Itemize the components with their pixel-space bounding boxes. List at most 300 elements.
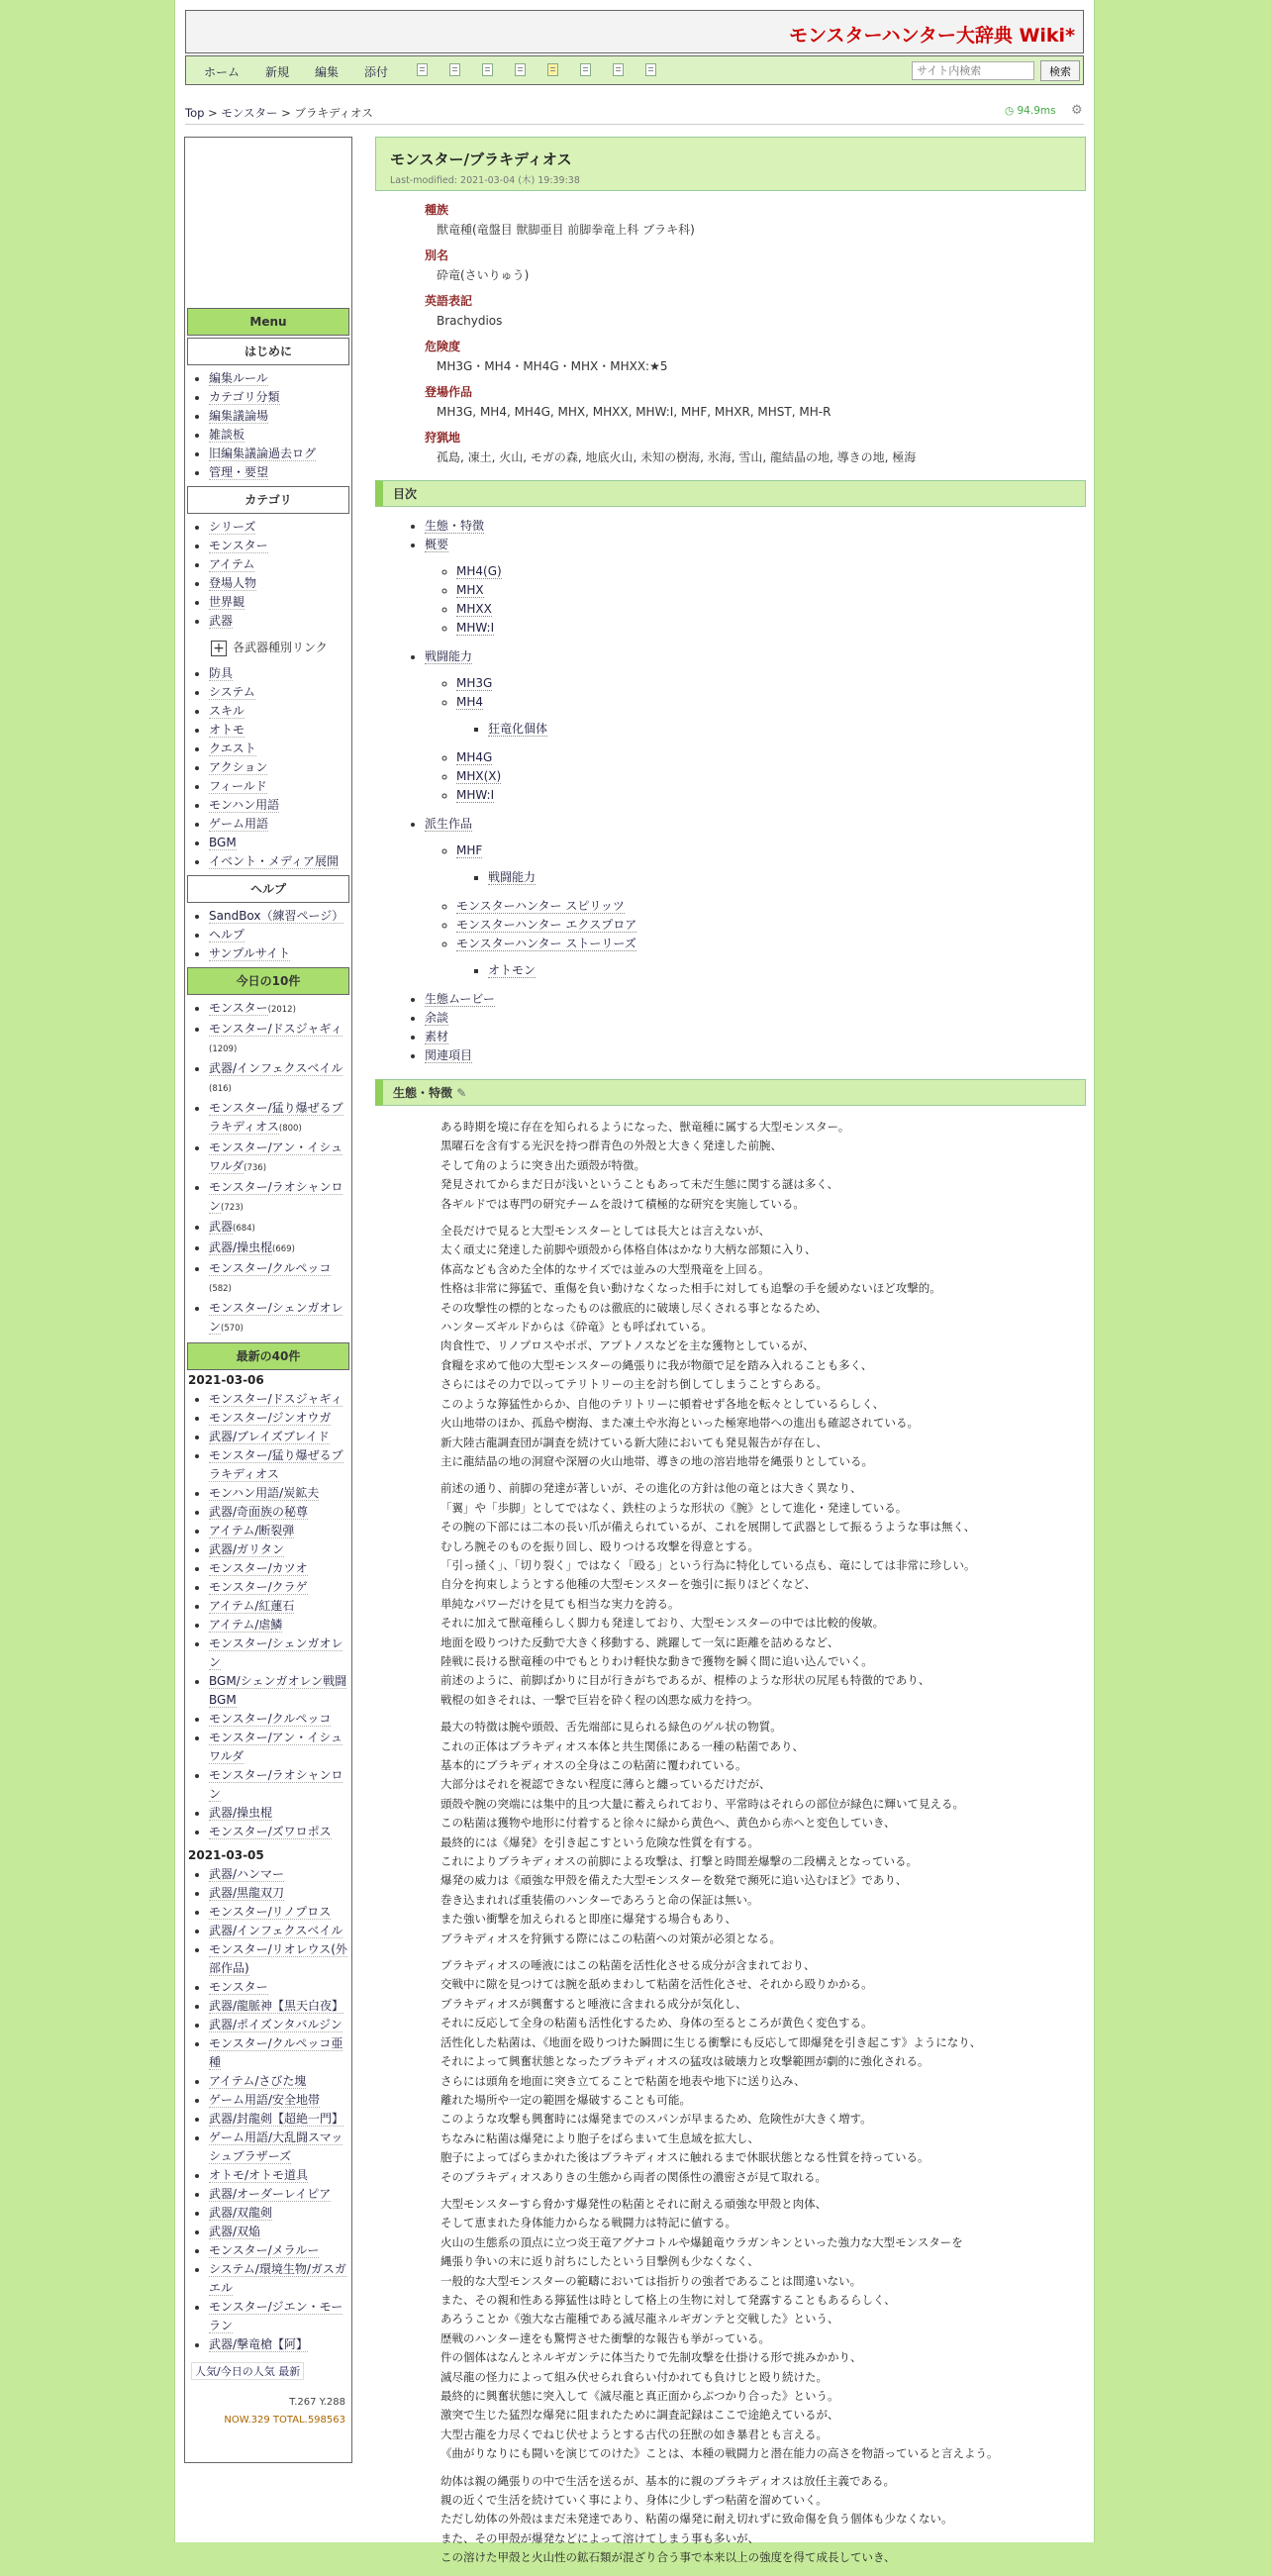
text-line: ハンターズギルドからは《砕竜》とも呼ばれている。: [440, 1320, 713, 1335]
list-item: [209, 1428, 351, 1446]
page-title: モンスター/ブラキディオス: [390, 150, 572, 168]
divider: [185, 124, 1084, 125]
list-item: [209, 2241, 351, 2260]
info-value: 砕竜(さいりゅう): [437, 268, 530, 282]
section-heading: 生態・特徴 ✎: [375, 1079, 1086, 1106]
sidebar-link[interactable]: モンスター/クルペッコ亜種: [209, 2035, 343, 2069]
info-value: MH3G, MH4, MH4G, MHX, MHXX, MHW:I, MHF, MHXR, MHST, MH-R: [437, 405, 831, 419]
list-item: [209, 407, 351, 426]
text-line: 激突で生じた猛烈な爆発に阻まれたために調査記録はここで途絶えているが、: [440, 2408, 839, 2423]
sidebar-link[interactable]: 武器/操虫棍: [209, 1239, 273, 1254]
sidebar-link[interactable]: シリーズ: [209, 520, 256, 534]
text-line: 《曲がりなりにも闘いを演じてのけた》ことは、本種の戦闘力と潜在能力の高さを物語っていると言えよう。: [440, 2446, 999, 2461]
search-button[interactable]: 検索: [1040, 60, 1080, 81]
table-of-contents: [425, 517, 1086, 1065]
text-line: 主に龍結晶の地の洞窟や深層の火山地帯、導きの地の溶岩地帯を縄張りとしている。: [440, 1453, 873, 1468]
list-item: [209, 1635, 351, 1672]
sidebar-link[interactable]: 雑談板: [209, 428, 245, 442]
site-header: [185, 10, 1084, 53]
list-item: [209, 2335, 351, 2354]
plus-icon[interactable]: +: [211, 641, 227, 656]
sidebar-link[interactable]: 登場人物: [209, 576, 257, 590]
list-item: [209, 815, 351, 834]
sidebar-link[interactable]: カテゴリ分類: [209, 390, 280, 404]
nav-home[interactable]: ホーム: [204, 65, 241, 79]
toc-sublink[interactable]: MH3G: [456, 676, 493, 690]
toc-sublink[interactable]: MH4(G): [456, 564, 502, 578]
text-line: ただし幼体の外殻はまだ未発達であり、粘菌の爆発に耐え切れずに致命傷を負う個体も少なくない。: [440, 2512, 953, 2526]
sidebar-link[interactable]: 武器/ブレイズブレイド: [209, 1429, 330, 1443]
list-item: [209, 1597, 351, 1616]
info-value: MH3G・MH4・MH4G・MHX・MHXX:★5: [437, 359, 668, 373]
sidebar-list-latest-day1: [185, 1390, 351, 1841]
list-item: [209, 2091, 351, 2110]
text-line: これの正体はブラキディオス本体と共生関係にある一種の粘菌であり、: [440, 1738, 804, 1753]
text-line: そして角のように突き出た頭殻が特徴。: [440, 1157, 645, 1172]
nav-attach[interactable]: 添付: [364, 65, 389, 79]
toc-link[interactable]: 派生作品: [425, 817, 473, 831]
list-item: [209, 1997, 351, 2016]
text-line: 全長だけで見ると大型モンスターとしては長大とは言えないが、: [440, 1224, 771, 1238]
text-line: 火山の生態系の頂点に立つ炎王竜アグナコトルや爆鎚竜ウラガンキンといった強力な大型モンスターを: [440, 2234, 963, 2249]
toc-sublink[interactable]: モンスターハンター エクスプロア: [456, 918, 637, 932]
sidebar-link[interactable]: ゲーム用語/安全地帯: [209, 2092, 321, 2107]
list-item: [209, 1390, 351, 1409]
list-item: [209, 796, 351, 815]
list-item: [209, 1059, 351, 1099]
list-item: [209, 1766, 351, 1804]
sidebar-link[interactable]: モンハン用語/炭鉱夫: [209, 1485, 320, 1500]
list-item: [209, 1940, 351, 1978]
sidebar-link[interactable]: モンスター: [209, 539, 268, 552]
sidebar-link[interactable]: 武器/封龍剣【超絶一門】: [209, 2111, 344, 2126]
toc-sublink[interactable]: モンスターハンター ストーリーズ: [456, 937, 636, 950]
render-time: ◷ 94.9ms: [1005, 105, 1056, 117]
sidebar-link[interactable]: モンハン用語: [209, 797, 280, 812]
toc-link[interactable]: 戦闘能力: [425, 649, 473, 663]
view-count: (570): [221, 1323, 244, 1334]
text-line: 最大の特徴は腕や頭殻、舌先端部に見られる緑色のゲル状の物質。: [440, 1720, 782, 1734]
toc-sublink[interactable]: MH4G: [456, 750, 493, 764]
text-line: 縄張り争いの末に返り討ちにしたという目撃例も少なくなく、: [440, 2254, 759, 2269]
sidebar-link[interactable]: モンスター/ズワロポス: [209, 1824, 332, 1838]
list-item: [209, 1218, 351, 1238]
text-line: ある時期を境に存在を知られるようになった、獣竜種に属する大型モンスター。: [440, 1120, 850, 1134]
sidebar-link[interactable]: モンスター/ジエン・モーラン: [209, 2299, 343, 2332]
sidebar-link[interactable]: BGM/シェンガオレン戦闘BGM: [209, 1673, 347, 1707]
list-item: [209, 2129, 351, 2166]
sidebar-link[interactable]: アイテム/虐鱗: [209, 1617, 283, 1632]
popular-link[interactable]: 人気/今日の人気: [195, 2364, 275, 2378]
sidebar-link[interactable]: アイテム/紅蓮石: [209, 1598, 295, 1613]
sidebar-link[interactable]: ヘルプ: [209, 927, 245, 941]
text-line: 滅尽龍の怪力によって組み伏せられ食らい付かれても負けじと殴り続けた。: [440, 2369, 828, 2384]
text-line: さらには頭角を地面に突き立てることで粘菌を地表や地下に送り込み、: [440, 2073, 806, 2088]
sidebar-link[interactable]: クエスト: [209, 741, 256, 755]
text-line: 発見されてからまだ日が浅いということもあって未だ生態に関する謎は多く、: [440, 1177, 839, 1192]
list-item: [209, 702, 351, 721]
sidebar-link[interactable]: アクション: [209, 759, 268, 774]
toc-sublink[interactable]: MHF: [456, 843, 483, 857]
toc-sublink[interactable]: MHW:I: [456, 788, 495, 802]
sidebar-link[interactable]: モンスター/ドスジャギィ: [209, 1391, 342, 1406]
text-line: この粘菌は獲物や地形に付着すると徐々に緑から黄色へ、黄色から赤へと変色していき、: [440, 1816, 896, 1831]
sidebar-link[interactable]: アイテム/さびた塊: [209, 2073, 307, 2088]
sidebar-link[interactable]: 編集ルール: [209, 371, 268, 385]
sidebar-link[interactable]: 武器/ポイズンタバルジン: [209, 2017, 342, 2031]
text-line: 一般的な大型モンスターの範疇においては指折りの強者であることは間違いない。: [440, 2273, 862, 2288]
sidebar-link[interactable]: モンスター: [209, 1979, 268, 1994]
text-line: あろうことか《強大な古龍種である滅尽龍ネルギガンテと交戦した》という、: [440, 2312, 839, 2327]
list-item: [209, 1804, 351, 1823]
breadcrumb-top[interactable]: Top: [185, 106, 205, 120]
sidebar-link[interactable]: イベント・メディア展開: [209, 853, 340, 868]
list-item: [209, 388, 351, 407]
last-modified: Last-modified: 2021-03-04 (木) 19:39:38: [390, 175, 580, 186]
text-line: 爆発の威力は《頑強な甲殻を備えた大型モンスターを数発で瀕死に追い込むほど》であり、: [440, 1873, 908, 1888]
nav-new[interactable]: 新規: [265, 65, 290, 79]
list-item: [209, 1178, 351, 1218]
sidebar-link[interactable]: 武器/ガリタン: [209, 1541, 285, 1556]
view-count: (800): [278, 1123, 302, 1134]
list-item: [209, 852, 351, 871]
sidebar-link[interactable]: 旧編集議論過去ログ: [209, 446, 317, 460]
edit-pencil-icon[interactable]: ✎: [456, 1086, 467, 1100]
list-item: [209, 1522, 351, 1540]
sidebar-link[interactable]: BGM: [209, 835, 237, 849]
view-count: (723): [221, 1202, 244, 1213]
text-line: 前述の通り、前脚の発達が著しいが、その進化の方針は他の竜とは大きく異なり、: [440, 1481, 862, 1496]
toc-sublink[interactable]: MHW:I: [456, 621, 495, 635]
view-count: (2012): [267, 1004, 296, 1015]
monster-info-list: [375, 201, 1086, 468]
diff-icon[interactable]: [482, 63, 493, 76]
toc-link[interactable]: 余談: [425, 1011, 449, 1025]
list-item: [209, 683, 351, 702]
paragraph: [440, 2195, 1086, 2464]
popular-links: [191, 2362, 304, 2380]
clock-icon: ◷: [1005, 105, 1018, 117]
list-item: [209, 664, 351, 683]
text-line: この溶けた甲殻と火山性の鉱石類が混ざり合う事で本来以上の強度を得て成長していき、: [440, 2550, 896, 2565]
list-item: [209, 2260, 351, 2298]
list-item: [209, 1978, 351, 1997]
toc-sublink[interactable]: MHX: [456, 583, 484, 597]
sidebar-link[interactable]: モンスター/ラオシャンロン: [209, 1179, 343, 1213]
text-line: ブラキディオスの唾液にはこの粘菌を活性化させる成分が含まれており、: [440, 1958, 816, 1973]
sidebar-list-category: [185, 518, 351, 631]
sidebar-link[interactable]: 管理・要望: [209, 465, 269, 479]
text-line: 地面を殴りつけた反動で大きく移動する、跳躍して一気に距離を詰めるなど、: [440, 1635, 839, 1649]
nav-edit[interactable]: 編集: [315, 65, 340, 79]
sidebar-link[interactable]: 武器/双焔: [209, 2224, 261, 2238]
list-item: [209, 369, 351, 388]
sidebar-link[interactable]: SandBox（練習ページ）: [209, 908, 344, 923]
paragraph: [440, 2472, 1086, 2568]
list-item: [209, 740, 351, 758]
toc-link[interactable]: 生態ムービー: [425, 992, 495, 1006]
list-item: [209, 1903, 351, 1922]
list-item: [209, 1139, 351, 1178]
site-title[interactable]: モンスターハンター大辞典 Wiki*: [789, 25, 1075, 47]
toc-heading: 目次: [375, 480, 1086, 507]
sidebar-link[interactable]: 武器/双龍剣: [209, 2205, 273, 2220]
text-line: 単純なパワーだけを見ても相当な実力を誇る。: [440, 1596, 680, 1611]
edit-page-icon[interactable]: [449, 63, 460, 76]
text-line: 陸戦に長ける獣竜種の中でもとりわけ軽快な動きで獲物を瞬く間に追い込んでいく。: [440, 1653, 873, 1668]
list-item: [456, 562, 1086, 581]
text-line: 性格は非常に獰猛で、重傷を負い動けなくなった相手に対しても追撃の手を緩めないほど攻撃的。: [440, 1281, 941, 1296]
text-line: 最終的に興奮状態に突入して《滅尽龍と真正面からぶつかり合った》という。: [440, 2389, 839, 2403]
list-item: [209, 2072, 351, 2091]
text-line: 各ギルドでは専門の研究チームを設けて積極的な研究を実施している。: [440, 1196, 805, 1211]
text-line: それに反応して全身の粘菌も活性化するため、身体の至るところが黄色く変色する。: [440, 2016, 873, 2031]
text-line: それによって興奮状態となったブラキディオスの猛攻は破壊力と攻撃範囲が劇的に強化される。: [440, 2054, 929, 2069]
sidebar-link[interactable]: オトモ: [209, 722, 245, 737]
sidebar-list-category-more: [185, 664, 351, 871]
sidebar-link[interactable]: オトモ/オトモ道具: [209, 2167, 309, 2182]
list-item: [209, 1729, 351, 1766]
info-label: 種族: [425, 203, 449, 217]
text-line: このような攻撃も興奮時には爆発までのスパンが早まるため、危険性が大きく増す。: [440, 2112, 872, 2127]
text-line: 件の個体はなんとネルギガンテに体当たりで先制攻撃を仕掛ける形で挑みかかり、: [440, 2350, 862, 2365]
text-line: ちなみに粘菌は爆発により胞子をばらまいて生息域を拡大し、: [440, 2130, 759, 2145]
breadcrumb: [185, 105, 373, 121]
toc-sublink[interactable]: MHXX: [456, 602, 492, 616]
sidebar-link[interactable]: 編集議論場: [209, 409, 269, 423]
info-label: 登場作品: [425, 385, 473, 399]
list-item: [209, 1099, 351, 1139]
weapon-links-expander[interactable]: + 各武器種別リンク: [211, 639, 351, 656]
list-item: [209, 907, 351, 926]
sidebar-section-help: ヘルプ: [187, 875, 349, 903]
info-label: 別名: [425, 248, 449, 262]
list-item: [209, 1922, 351, 1940]
main-content: [375, 137, 1086, 2576]
info-value: 孤島, 凍土, 火山, モガの森, 地底火山, 未知の樹海, 氷海, 雪山, 龍結晶の地, 導きの地, 極海: [437, 450, 917, 464]
text-line: 基本的にブラキディオスの全身はこの粘菌に覆われている。: [440, 1758, 747, 1772]
text-line: 食糧を求めて他の大型モンスターの縄張りに我が物顔で足を踏み入れることも多く、: [440, 1357, 873, 1372]
text-line: むしろ腕そのものを振り回し、殴りつける攻撃を得意とする。: [440, 1538, 759, 1553]
sidebar-link[interactable]: 武器/インフェクスベイル: [209, 1060, 343, 1075]
text-line: 戦棍の如きそれは、一撃で巨岩を砕く程の凶悪な威力を持つ。: [440, 1692, 759, 1707]
new-page-icon[interactable]: [417, 63, 428, 76]
info-label: 英語表記: [425, 294, 473, 308]
sidebar-link[interactable]: モンスター/ジンオウガ: [209, 1410, 332, 1425]
sidebar-link[interactable]: モンスター/メラルー: [209, 2242, 320, 2257]
list-item: [209, 445, 351, 463]
text-line: 幼体は親の縄張りの中で生活を送るが、基本的に親のブラキディオスは放任主義である。: [440, 2473, 895, 2488]
backup-icon[interactable]: [515, 63, 526, 76]
toc-link[interactable]: 素材: [425, 1030, 449, 1043]
breadcrumb-separator: >: [277, 106, 295, 120]
list-item: [209, 1672, 351, 1710]
sidebar-link[interactable]: モンスター/アン・イシュワルダ: [209, 1730, 342, 1763]
list-item: [209, 1259, 351, 1299]
list-item: [209, 1559, 351, 1578]
list-item: [456, 619, 1086, 638]
text-line: 最終的には《爆発》を引き起こすという危険な性質を有する。: [440, 1834, 759, 1849]
sidebar-section-latest: 最新の40件: [187, 1342, 349, 1370]
sidebar-link[interactable]: 武器/操虫棍: [209, 1805, 273, 1820]
text-line: その腕の下部には二本の長い爪が備えられているが、これを展開して武器として振るうような事は無く、: [440, 1520, 976, 1535]
breadcrumb-parent[interactable]: モンスター: [221, 106, 278, 120]
list-item: [456, 600, 1086, 619]
text-line: 前述のように、前脚ばかりに目が行きがちであるが、棍棒のような形状の尻尾も特徴的であり、: [440, 1673, 930, 1688]
sidebar-link[interactable]: 武器/黒龍双刀: [209, 1885, 285, 1900]
sidebar-link[interactable]: モンスター: [209, 1000, 268, 1015]
sidebar-link[interactable]: モンスター/クルペッコ: [209, 1260, 332, 1275]
search-input[interactable]: [912, 61, 1034, 80]
freeze-icon[interactable]: [547, 63, 558, 76]
paragraph: [440, 1479, 1086, 1710]
toc-link[interactable]: 関連項目: [425, 1048, 473, 1062]
info-value: 獣竜種(竜盤目 獣脚亜目 前脚拳竜上科 ブラキ科): [437, 223, 695, 237]
text-line: それに加えて獣竜種らしく脚力も発達しており、大型モンスターの中では比較的俊敏。: [440, 1616, 885, 1631]
toc-sublink[interactable]: MHX(X): [456, 769, 502, 783]
text-line: 大部分はそれを視認できない程度に薄らと纏っているだけだが、: [440, 1777, 771, 1792]
list-item: [209, 1865, 351, 1884]
text-line: 親の近くで生活を続けていく事により、身体に少しずつ粘菌を溜めていく。: [440, 2493, 828, 2508]
paragraph: [440, 1956, 1086, 2187]
toc-link[interactable]: 生態・特徴: [425, 519, 485, 533]
list-item: [209, 2204, 351, 2223]
text-line: このような獰猛性からか、自他のテリトリーに頓着せず各地を転々としているらしく、: [440, 1396, 885, 1411]
help-icon[interactable]: [645, 63, 656, 76]
text-line: 自分を拘束しようとする他種の大型モンスターを強引に振りほどくなど、: [440, 1577, 817, 1592]
list-item: [209, 721, 351, 740]
sidebar-link[interactable]: システム/環境生物/ガスガエル: [209, 2261, 346, 2295]
toc-sublink[interactable]: 戦闘能力: [488, 870, 537, 884]
list-item: [456, 581, 1086, 600]
sidebar-section-intro: はじめに: [187, 338, 349, 365]
info-label: 危険度: [425, 340, 461, 353]
sidebar-link[interactable]: 世界観: [209, 595, 245, 609]
text-line: 新大陸古龍調査団が調査を続けている新大陸においても発見報告が存在し、: [440, 1435, 828, 1449]
sidebar-section-category: カテゴリ: [187, 486, 349, 514]
list-item: [209, 1710, 351, 1729]
text-line: また、その親和性ある獰猛性は時として格上の生物に対して発露することもあるらしく、: [440, 2292, 896, 2307]
sidebar-link[interactable]: サンプルサイト: [209, 945, 291, 960]
list-item: [209, 537, 351, 555]
text-line: 活性化した粘菌は、《地面を殴りつけた瞬間に生じる衝撃にも反応して即爆発を引き起こす》ようになり、: [440, 2034, 982, 2049]
sidebar-link[interactable]: モンスター/ラオシャンロン: [209, 1767, 343, 1801]
text-line: 交戦中に隙を見つけては腕を舐めまわして粘菌を活性化させ、それから殴りかかる。: [440, 1977, 873, 1992]
sidebar-link[interactable]: 武器: [209, 1219, 234, 1234]
text-line: そのブラキディオスありきの生態から両者の関係性の濃密さが見て取れる。: [440, 2169, 827, 2184]
sidebar-link[interactable]: アイテム/断裂弾: [209, 1523, 295, 1537]
sidebar-link[interactable]: ゲーム用語/大乱闘スマッシュブラザーズ: [209, 2130, 343, 2163]
sidebar: [184, 137, 352, 2463]
counter-total: NOW.329 TOTAL.598563: [224, 2414, 345, 2426]
toc-sublink[interactable]: オトモン: [488, 963, 537, 977]
text-line: 歴戦のハンター達をも驚愕させた衝撃的な報告も挙がっている。: [440, 2330, 771, 2345]
sidebar-link[interactable]: モンスター/ドスジャギィ: [209, 1021, 342, 1036]
toc-sublink[interactable]: モンスターハンター スピリッツ: [456, 899, 625, 913]
top-navbar: [185, 55, 1084, 85]
sidebar-link[interactable]: 防具: [209, 665, 234, 680]
sidebar-link[interactable]: 武器/ハンマー: [209, 1866, 285, 1881]
list-item: [209, 463, 351, 482]
gear-icon[interactable]: ⚙: [1071, 103, 1083, 118]
sidebar-list-intro: [185, 369, 351, 482]
list-item: [209, 2298, 351, 2335]
text-line: また、その甲殻が爆発などによって溶けてしまう事も多いが、: [440, 2530, 759, 2545]
text-line: 「引っ掻く」、「切り裂く」ではなく「殴る」という行為に特化している点も、竜にしては非常に珍しい。: [440, 1557, 976, 1572]
sidebar-link[interactable]: アイテム: [209, 557, 255, 571]
sidebar-link[interactable]: 武器/インフェクスベイル: [209, 1923, 343, 1937]
sidebar-link[interactable]: モンスター/シェンガオレン: [209, 1300, 343, 1334]
sidebar-link[interactable]: モンスター/クラゲ: [209, 1579, 308, 1594]
list-item: [209, 999, 351, 1020]
copy-icon[interactable]: [580, 63, 591, 76]
view-count: (582): [209, 1283, 232, 1294]
sidebar-menu-title: Menu: [187, 308, 349, 336]
sidebar-link[interactable]: モンスター/アン・イシュワルダ: [209, 1139, 342, 1173]
date-label: 2021-03-05: [188, 1847, 264, 1862]
sidebar-link[interactable]: モンスター/カツオ: [209, 1560, 308, 1575]
sidebar-link[interactable]: システム: [209, 684, 255, 699]
list-item: [209, 1238, 351, 1259]
text-line: 火山地帯のほか、孤島や樹海、また凍土や氷海といった極寒地帯への進出も確認されている。: [440, 1416, 919, 1431]
list-item: [209, 2034, 351, 2072]
text-line: 巻き込まれれば重装備のハンターであろうと命の保証は無い。: [440, 1892, 759, 1907]
text-line: 離れた場所や一定の範囲を爆破することも可能。: [440, 2092, 691, 2107]
list-item: [209, 574, 351, 593]
text-line: その攻撃性の標的となったものは徹底的に破壊し尽くされる事となるため、: [440, 1300, 828, 1315]
list-item: [209, 1540, 351, 1559]
sidebar-link[interactable]: 武器: [209, 614, 234, 628]
sidebar-list-help: [185, 907, 351, 963]
toc-sublink[interactable]: MH4: [456, 695, 484, 709]
article-body: [375, 1106, 1086, 2568]
list-icon[interactable]: [613, 63, 624, 76]
text-line: また強い衝撃を加えられると即座に爆発する場合もあり、: [440, 1912, 736, 1927]
sidebar-link[interactable]: ゲーム用語: [209, 816, 269, 831]
toc-sublink[interactable]: 狂竜化個体: [488, 722, 548, 736]
sidebar-link[interactable]: モンスター/猛り爆ぜるブラキディオス: [209, 1100, 343, 1134]
info-value: Brachydios: [437, 314, 503, 328]
sidebar-link[interactable]: 武器/撃竜槍【阿】: [209, 2336, 309, 2351]
list-item: [209, 1299, 351, 1338]
list-item: [209, 2223, 351, 2241]
list-item: [209, 1884, 351, 1903]
list-item: [209, 1020, 351, 1059]
sidebar-link[interactable]: モンスター/猛り爆ぜるブラキディオス: [209, 1447, 343, 1481]
text-line: 体高なども含めた全体的なサイズでは並みの大型飛竜を上回る。: [440, 1261, 770, 1276]
sidebar-link[interactable]: モンスター/シェンガオレン: [209, 1635, 343, 1669]
text-line: 胞子によってばらまかれた後はブラキディオスに触れるまで休眠状態となる性質を持っている。: [440, 2150, 929, 2165]
sidebar-link[interactable]: モンスター/リノプロス: [209, 1904, 332, 1919]
latest-link[interactable]: 最新: [278, 2364, 301, 2378]
list-item: [209, 1446, 351, 1484]
sidebar-link[interactable]: 武器/奇面族の秘尊: [209, 1504, 309, 1519]
sidebar-link[interactable]: モンスター/クルペッコ: [209, 1711, 332, 1726]
sidebar-link[interactable]: 武器/龍脈神【黒天白夜】: [209, 1998, 344, 2013]
list-item: [209, 1616, 351, 1635]
sidebar-link[interactable]: モンスター/リオレウス(外部作品): [209, 1941, 347, 1975]
text-line: そして恵まれた身体能力からなる戦闘力は特記に値する。: [440, 2216, 736, 2230]
list-item: [209, 944, 351, 963]
toc-link[interactable]: 概要: [425, 538, 449, 551]
list-item: [209, 2110, 351, 2129]
sidebar-list-latest-day2: [185, 1865, 351, 2354]
sidebar-link[interactable]: 武器/オーダーレイピア: [209, 2186, 332, 2201]
sidebar-link[interactable]: スキル: [209, 703, 244, 718]
list-item: [209, 926, 351, 944]
sidebar-link[interactable]: フィールド: [209, 778, 267, 793]
sidebar-ad-space: [185, 138, 351, 308]
